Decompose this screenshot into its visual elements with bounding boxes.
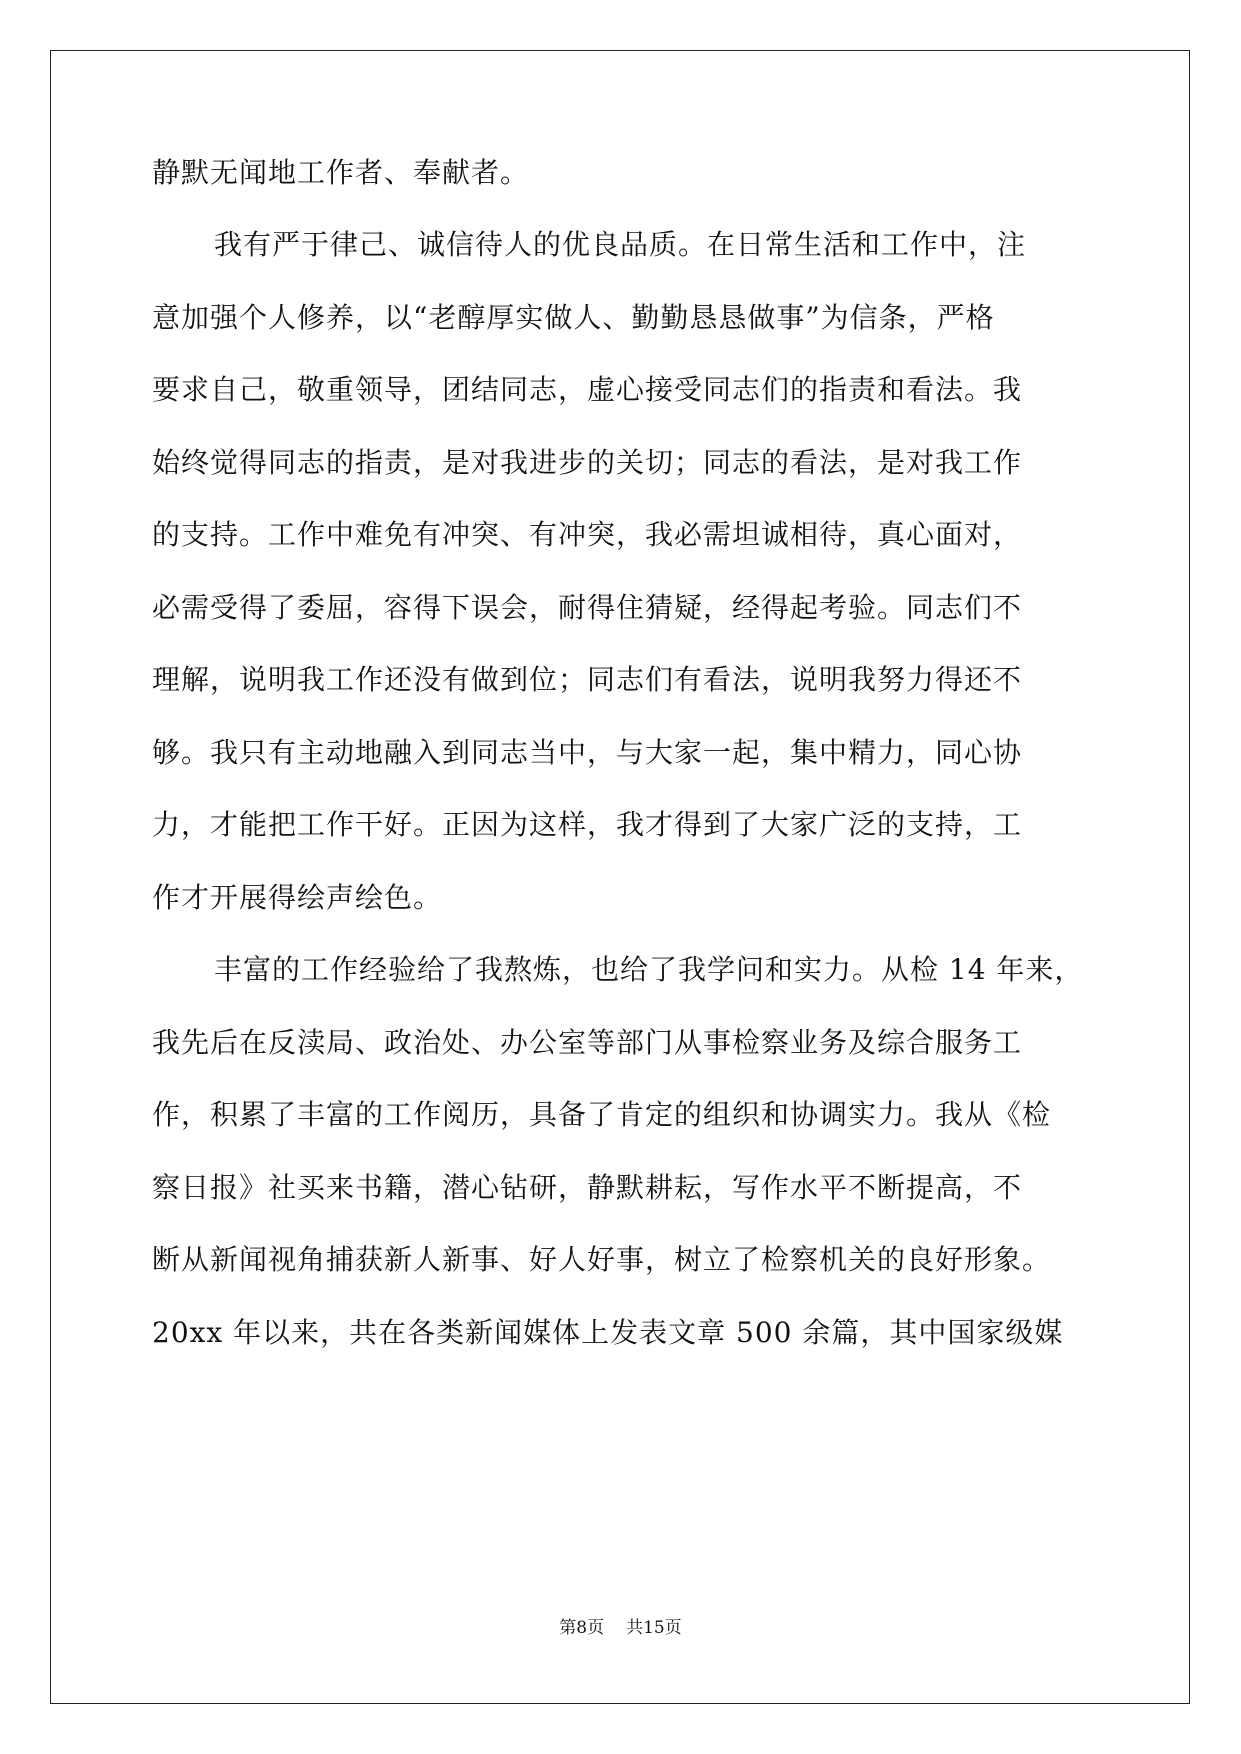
text-line: 静默无闻地工作者、奉献者。 (152, 156, 530, 189)
text-line: 察日报》社买来书籍，潜心钻研，静默耕耘，写作水平不断提高，不 (152, 1171, 1023, 1204)
text-line: 要求自己，敬重领导，团结同志，虚心接受同志们的指责和看法。我 (152, 373, 1023, 406)
text-line: 我有严于律己、诚信待人的优良品质。在日常生活和工作中，注 (214, 228, 1027, 261)
text-line: 够。我只有主动地融入到同志当中，与大家一起，集中精力，同心协 (152, 736, 1023, 769)
text-line: 必需受得了委屈，容得下误会，耐得住猜疑，经得起考验。同志们不 (152, 591, 1023, 624)
text-line: 丰富的工作经验给了我熬炼，也给了我学问和实力。从检 14 年来， (214, 953, 1084, 986)
text-line: 断从新闻视角捕获新人新事、好人好事，树立了检察机关的良好形象。 (152, 1243, 1052, 1276)
text-line: 理解，说明我工作还没有做到位；同志们有看法，说明我努力得还不 (152, 663, 1023, 696)
text-line: 始终觉得同志的指责，是对我进步的关切；同志的看法，是对我工作 (152, 446, 1023, 479)
page-number: 第8页 (559, 1618, 605, 1638)
text-line: 的支持。工作中难免有冲突、有冲突，我必需坦诚相待，真心面对， (152, 518, 1023, 551)
text-line: 力，才能把工作干好。正因为这样，我才得到了大家广泛的支持，工 (152, 808, 1023, 841)
text-line: 作才开展得绘声绘色。 (152, 881, 443, 914)
text-line: 意加强个人修养，以“老醇厚实做人、勤勤恳恳做事”为信条，严格 (152, 301, 995, 334)
page-total: 共15页 (626, 1618, 682, 1638)
page-border (50, 50, 1190, 1704)
text-line: 作，积累了丰富的工作阅历，具备了肯定的组织和协调实力。我从《检 (152, 1098, 1052, 1131)
page-footer (0, 1617, 1241, 1639)
text-line: 20xx 年以来，共在各类新闻媒体上发表文章 500 余篇，其中国家级媒 (152, 1316, 1064, 1349)
text-line: 我先后在反渎局、政治处、办公室等部门从事检察业务及综合服务工 (152, 1026, 1023, 1059)
